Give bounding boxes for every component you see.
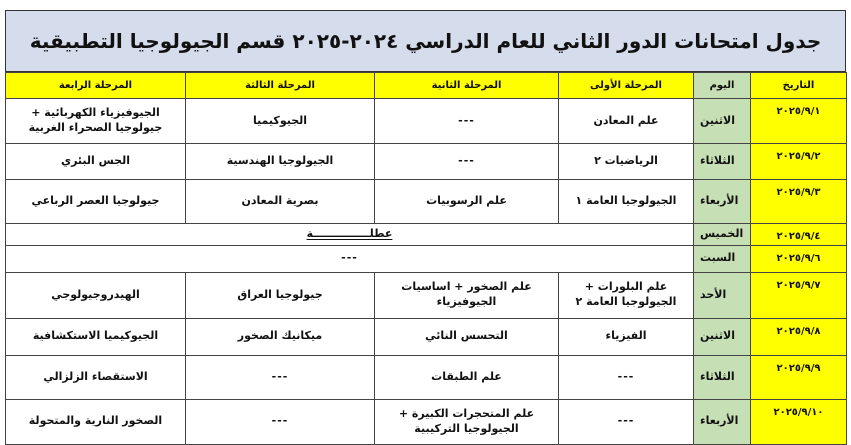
stage1-cell-text: علم المعادن bbox=[593, 113, 659, 127]
date-cell-text: ٢٠٢٥/٩/٢ bbox=[776, 151, 821, 162]
day-cell bbox=[694, 272, 751, 318]
table-row bbox=[6, 399, 847, 444]
merged-cell bbox=[6, 245, 694, 272]
date-cell-text: ٢٠٢٥/٩/٩ bbox=[776, 362, 821, 374]
date-cell-text: ٢٠٢٥/٩/١ bbox=[776, 106, 821, 117]
date-cell-text: ٢٠٢٥/٩/٦ bbox=[776, 252, 821, 264]
schedule-title: جدول امتحانات الدور الثاني للعام الدراسي ٢٠٢٤-٢٠٢٥ قسم الجيولوجيا التطبيقية bbox=[5, 10, 846, 72]
exam-schedule-sheet bbox=[5, 10, 846, 445]
stage4-cell bbox=[6, 399, 186, 444]
stage2-cell bbox=[375, 144, 559, 180]
stage3-cell bbox=[186, 399, 375, 444]
stage3-cell bbox=[186, 272, 375, 318]
table-row bbox=[6, 272, 847, 318]
table-row bbox=[6, 144, 847, 180]
stage1-cell-text: --- bbox=[617, 369, 635, 383]
date-cell-text: ٢٠٢٥/٩/٤ bbox=[776, 231, 821, 242]
stage1-cell bbox=[559, 399, 694, 444]
stage3-cell bbox=[186, 180, 375, 224]
stage3-cell-text: بصرية المعادن bbox=[241, 194, 319, 208]
stage3-cell bbox=[186, 355, 375, 399]
table-row bbox=[6, 180, 847, 224]
stage4-cell-text: الجس البئري bbox=[60, 154, 130, 168]
day-cell bbox=[694, 245, 751, 272]
stage2-cell bbox=[375, 180, 559, 224]
date-cell bbox=[751, 180, 847, 224]
stage3-cell-text: الجيولوجيا الهندسية bbox=[226, 154, 334, 168]
header-stage2: المرحلة الثانية bbox=[375, 73, 559, 99]
stage1-cell bbox=[559, 272, 694, 318]
table-row bbox=[6, 99, 847, 144]
header-stage4: المرحلة الرابعة bbox=[6, 73, 186, 99]
stage4-cell bbox=[6, 272, 186, 318]
day-cell bbox=[694, 318, 751, 355]
stage2-cell-text: علم الرسوبيات bbox=[426, 194, 507, 208]
merged-cell-text: --- bbox=[341, 251, 358, 265]
day-cell-text: الأحد bbox=[700, 287, 727, 301]
merged-cell bbox=[6, 224, 694, 246]
date-cell-text: ٢٠٢٥/٩/٨ bbox=[776, 325, 821, 337]
date-cell-text: ٢٠٢٥/٩/٣ bbox=[776, 187, 821, 198]
stage2-cell-text: علم الطبقات bbox=[431, 369, 502, 383]
date-cell bbox=[751, 224, 847, 246]
day-cell-text: الاثنين bbox=[700, 329, 735, 343]
day-cell-text: الثلاثاء bbox=[700, 154, 735, 168]
date-cell bbox=[751, 318, 847, 355]
stage3-cell-text: الجيوكيميا bbox=[252, 113, 308, 127]
day-cell-text: الاثنين bbox=[700, 113, 735, 127]
day-cell bbox=[694, 224, 751, 246]
date-cell-text: ٢٠٢٥/٩/٧ bbox=[776, 279, 821, 291]
day-cell-text: الخميس bbox=[700, 226, 744, 240]
date-cell bbox=[751, 99, 847, 144]
stage1-cell bbox=[559, 180, 694, 224]
date-cell bbox=[751, 245, 847, 272]
stage4-cell-text: الجيوفيزياء الكهربائية + جيولوجيا الصحراء الغربية bbox=[28, 106, 163, 134]
stage2-cell bbox=[375, 272, 559, 318]
day-cell bbox=[694, 399, 751, 444]
header-date: التاريخ bbox=[751, 73, 847, 99]
date-cell bbox=[751, 272, 847, 318]
stage3-cell-text: --- bbox=[271, 369, 289, 383]
header-stage3: المرحلة الثالثة bbox=[186, 73, 375, 99]
stage4-cell-text: الجيوكيميا الاستكشافية bbox=[32, 329, 159, 343]
stage1-cell-text: الرياضيات ٢ bbox=[594, 154, 658, 168]
stage1-cell-text: الجيولوجيا العامة ١ bbox=[575, 194, 677, 208]
day-cell bbox=[694, 144, 751, 180]
stage1-cell bbox=[559, 144, 694, 180]
stage4-cell bbox=[6, 180, 186, 224]
stage3-cell-text: --- bbox=[271, 414, 289, 428]
stage2-cell bbox=[375, 355, 559, 399]
stage1-cell bbox=[559, 355, 694, 399]
stage2-cell-text: علم الصخور + اساسيات الجيوفيزياء bbox=[401, 280, 532, 308]
date-cell bbox=[751, 399, 847, 444]
stage1-cell-text: علم البلورات + الجيولوجيا العامة ٢ bbox=[575, 280, 677, 308]
stage4-cell bbox=[6, 99, 186, 144]
stage4-cell-text: الصخور النارية والمتحولة bbox=[28, 414, 163, 428]
day-cell-text: الأربعاء bbox=[700, 414, 739, 428]
day-cell-text: الأربعاء bbox=[700, 194, 739, 208]
stage3-cell bbox=[186, 99, 375, 144]
stage4-cell bbox=[6, 318, 186, 355]
stage4-cell-text: جيولوجيا العصر الرباعي bbox=[31, 194, 160, 208]
stage4-cell bbox=[6, 355, 186, 399]
stage1-cell bbox=[559, 318, 694, 355]
day-cell bbox=[694, 355, 751, 399]
stage4-cell-text: الهيدروجيولوجي bbox=[51, 287, 140, 301]
stage3-cell bbox=[186, 144, 375, 180]
date-cell bbox=[751, 144, 847, 180]
stage4-cell bbox=[6, 144, 186, 180]
stage3-cell bbox=[186, 318, 375, 355]
day-cell bbox=[694, 99, 751, 144]
stage2-cell bbox=[375, 318, 559, 355]
stage2-cell bbox=[375, 399, 559, 444]
day-cell bbox=[694, 180, 751, 224]
stage1-cell bbox=[559, 99, 694, 144]
stage3-cell-text: ميكانيك الصخور bbox=[237, 329, 323, 343]
date-cell-text: ٢٠٢٥/٩/١٠ bbox=[773, 406, 824, 418]
stage2-cell bbox=[375, 99, 559, 144]
stage1-cell-text: الفيزياء bbox=[605, 329, 647, 343]
stage3-cell-text: جيولوجيا العراق bbox=[237, 287, 323, 301]
table-row bbox=[6, 318, 847, 355]
header-row bbox=[6, 73, 847, 99]
stage2-cell-text: --- bbox=[458, 113, 475, 127]
header-day: اليوم bbox=[694, 73, 751, 99]
stage2-cell-text: علم المتحجرات الكبيرة + الجيولوجيا التركيبية bbox=[398, 406, 535, 435]
merged-cell-text: عطلـــــــــــــــة bbox=[306, 226, 393, 240]
table-row bbox=[6, 245, 847, 272]
day-cell-text: السبت bbox=[700, 251, 736, 265]
stage1-cell-text: --- bbox=[617, 414, 635, 428]
stage4-cell-text: الاستقصاء الزلزالي bbox=[43, 369, 148, 383]
table-row bbox=[6, 355, 847, 399]
stage2-cell-text: التحسس النائي bbox=[425, 329, 508, 343]
table-row bbox=[6, 224, 847, 246]
schedule-table bbox=[5, 72, 847, 445]
header-stage1: المرحلة الأولى bbox=[559, 73, 694, 99]
day-cell-text: الثلاثاء bbox=[700, 369, 735, 383]
date-cell bbox=[751, 355, 847, 399]
stage2-cell-text: --- bbox=[458, 154, 475, 168]
